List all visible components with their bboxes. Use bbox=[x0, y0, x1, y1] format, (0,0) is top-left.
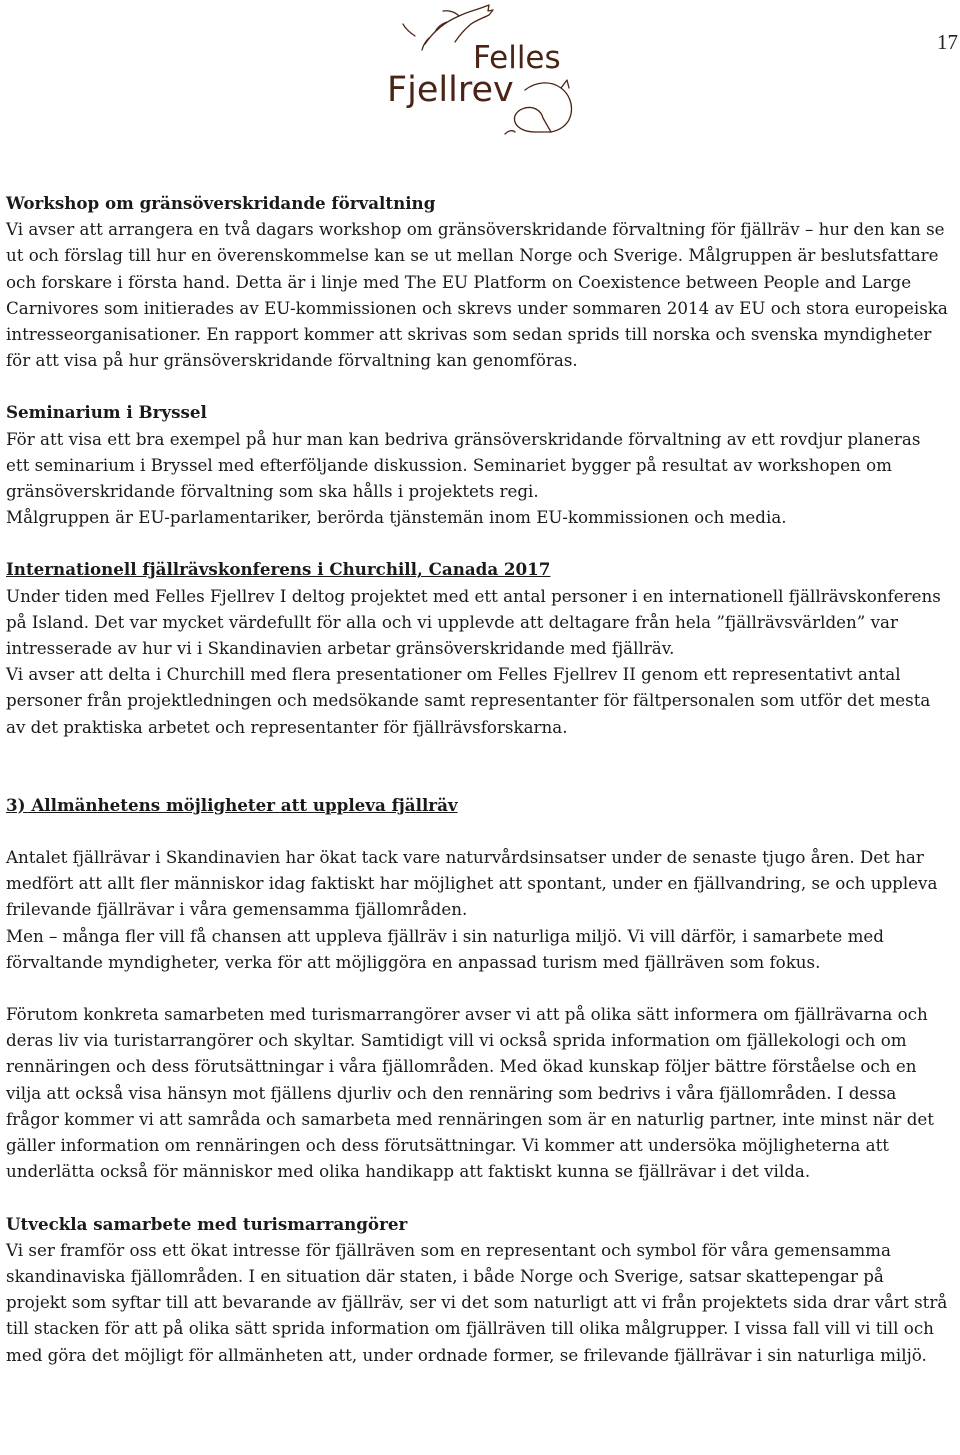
logo-word-felles: Felles bbox=[473, 40, 561, 76]
page-number: 17 bbox=[937, 30, 958, 54]
section-paragraph: Vi avser att delta i Churchill med flera presentationer om Felles Fjellrev II genom ett representativt antal personer från projektledningen och medsökande samt representanter för fältpersonalen som utför det mesta av det praktiska arbetet och representanter för fjällrävsforskarna. bbox=[6, 664, 931, 737]
section-paragraph: Vi ser framför oss ett ökat intresse för fjällräven som en representant och symbol för våra gemensamma skandinaviska fjällområden. I en situation där staten, i både Norge och Sverige, satsar skattepengar på projekt som syftar till att bevarande av fjällräv, ser vi det som naturligt att vi från projektets sida drar vårt strå till stacken för att på olika sätt sprida information om fjällräven till olika målgrupper. I vissa fall vill vi till och med göra det möjligt för allmänheten att, under ordnade former, se frilevande fjällrävar i sin naturliga miljö. bbox=[6, 1239, 948, 1365]
section-paragraph: Målgruppen är EU-parlamentariker, berörda tjänstemän inom EU-kommissionen och media. bbox=[6, 507, 787, 528]
section-seminarium bbox=[6, 399, 948, 530]
section-paragraph: Men – många fler vill få chansen att uppleva fjällräv i sin naturliga miljö. Vi vill därför, i samarbete med förvaltande myndigheter, verka för att möjliggöra en anpassad turism med fjällräven som fokus. bbox=[6, 925, 884, 972]
section-allmanhetens bbox=[6, 792, 948, 1185]
section-paragraph: Vi avser att arrangera en två dagars workshop om gränsöverskridande förvaltning för fjällräv – hur den kan se ut och förslag till hur en överenskommelse kan se ut mellan Norge och Sverige. Målgruppen är beslutsfattare och forskare i första hand. Detta är i linje med The EU Platform on Coexistence between People and Large Carnivores som initierades av EU-kommissionen och skrevs under sommaren 2014 av EU och stora europeiska intresseorganisationer. En rapport kommer att skrivas som sedan sprids till norska och svenska myndigheter för att visa på hur gränsöverskridande förvaltning kan genomföras. bbox=[6, 219, 948, 371]
section-heading: Internationell fjällrävskonferens i Churchill, Canada 2017 bbox=[6, 559, 551, 580]
section-paragraph: Antalet fjällrävar i Skandinavien har ökat tack vare naturvårdsinsatser under de senaste tjugo åren. Det har medfört att allt fler människor idag faktiskt har möjlighet att spontant, under en fjällvandring, se och uppleva frilevande fjällrävar i våra gemensamma fjällområden. bbox=[6, 847, 938, 920]
section-paragraph: Förutom konkreta samarbeten med turismarrangörer avser vi att på olika sätt informera om fjällrävarna och deras liv via turistarrangörer och skyltar. Samtidigt vill vi också sprida information om fjällekologi och om rennäringen och dess förutsättningar i våra fjällområden. Med ökad kunskap följer bättre förståelse och en vilja att också visa hänsyn mot fjällens djurliv och den rennäring som bedrivs i våra fjällområden. I dessa frågor kommer vi att samråda och samarbeta med rennäringen som är en naturlig partner, inte minst när det gäller information om rennäringen och dess förutsättningar. Vi kommer att undersöka möjligheterna att underlätta också för människor med olika handikapp att faktiskt kunna se fjällrävar i det vilda. bbox=[6, 1004, 934, 1182]
section-workshop bbox=[6, 190, 948, 373]
section-heading: 3) Allmänhetens möjligheter att uppleva fjällräv bbox=[6, 794, 458, 815]
section-paragraph: För att visa ett bra exempel på hur man kan bedriva gränsöverskridande förvaltning av ett rovdjur planeras ett seminarium i Bryssel med efterföljande diskussion. Seminariet bygger på resultat av workshopen om gränsöverskridande förvaltning som ska hålls i projektets regi. bbox=[6, 428, 921, 502]
section-heading: Seminarium i Bryssel bbox=[6, 402, 207, 423]
logo-word-fjellrev: Fjellrev bbox=[387, 70, 514, 110]
felles-fjellrev-logo bbox=[385, 2, 585, 152]
section-heading: Utveckla samarbete med turismarrangörer bbox=[6, 1213, 408, 1234]
section-konferens bbox=[6, 556, 948, 739]
document-body bbox=[6, 190, 948, 1368]
section-paragraph: Under tiden med Felles Fjellrev I deltog projektet med ett antal personer i en internationell fjällrävskonferens på Island. Det var mycket värdefullt för alla och vi upplevde att deltagare från hela ”fjällrävsvärlden” var intresserade av hur vi i Skandinavien arbetar gränsöverskridande med fjällräv. bbox=[6, 585, 941, 659]
section-turism bbox=[6, 1211, 948, 1368]
section-heading: Workshop om gränsöverskridande förvaltning bbox=[6, 193, 436, 213]
